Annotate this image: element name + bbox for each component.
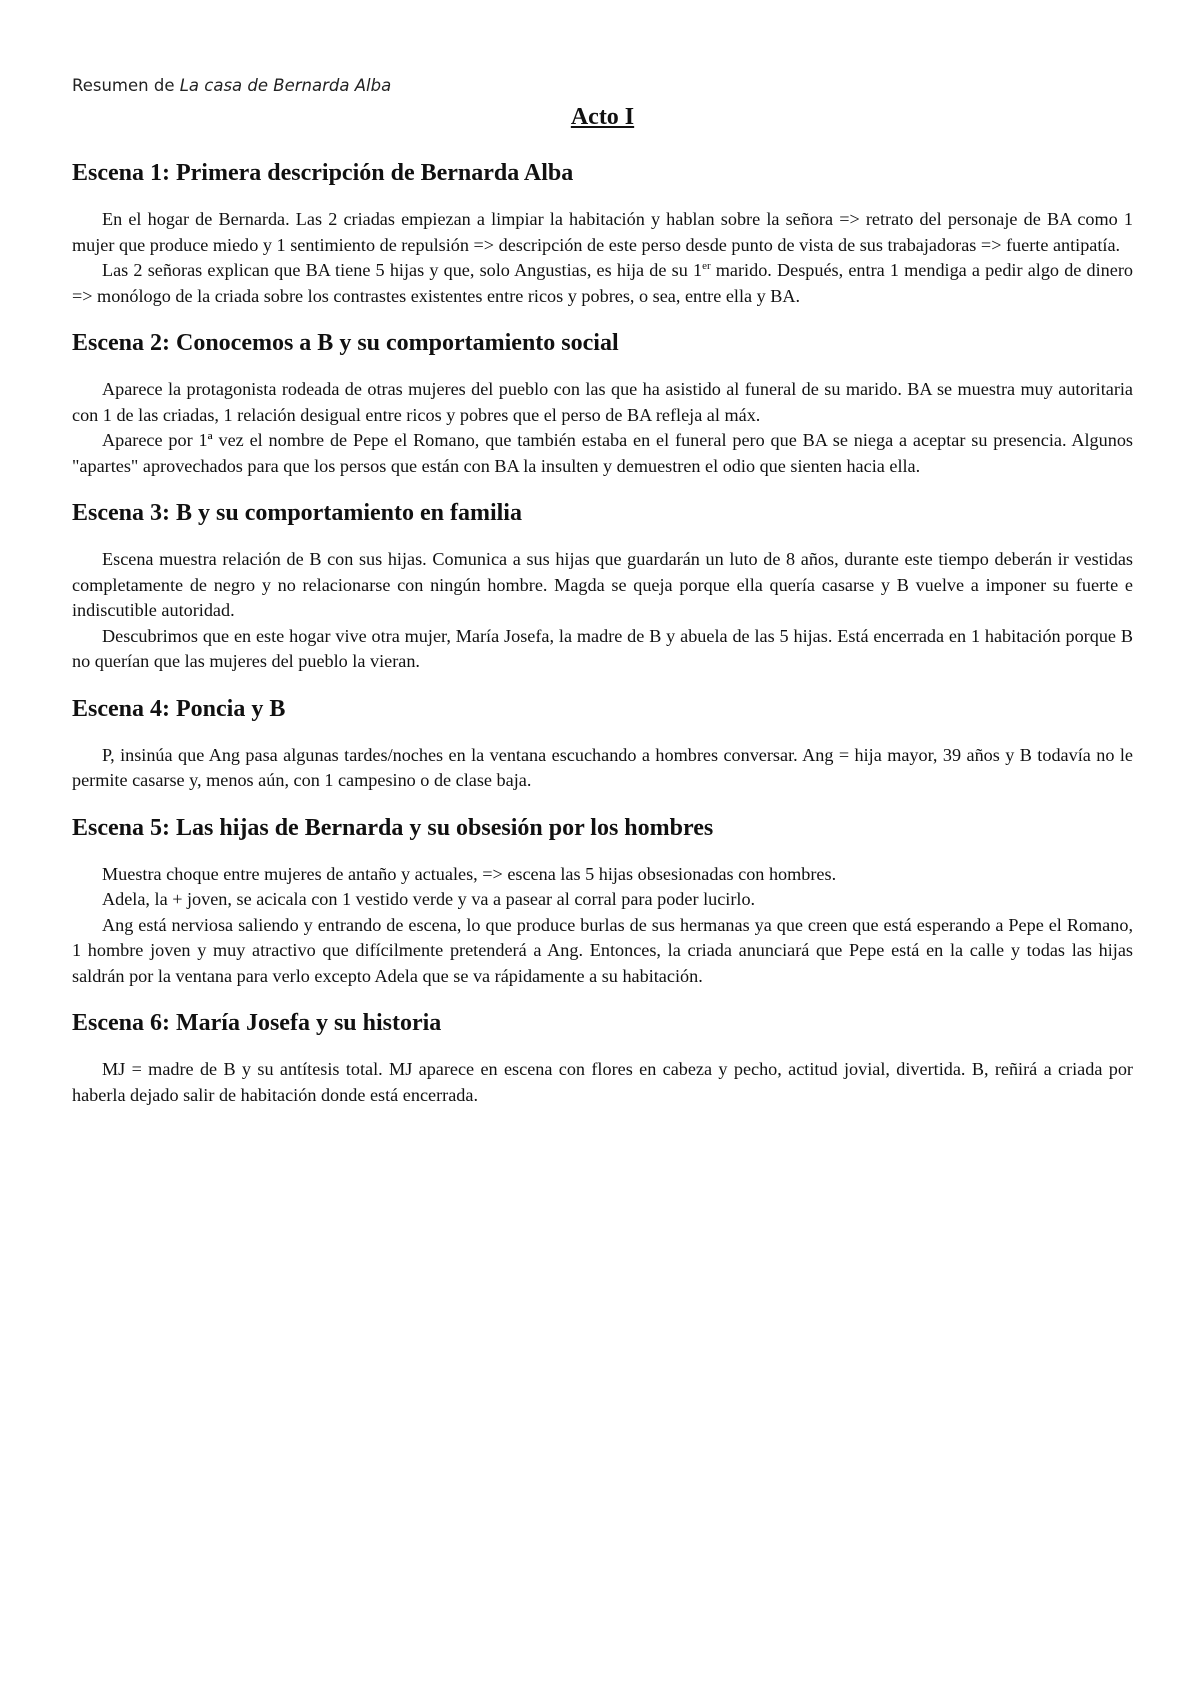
scene-4-paragraph-1: P, insinúa que Ang pasa algunas tardes/noches en la ventana escuchando a hombres conversar. Ang = hija mayor, 39 años y B todavía no le permite casarse y, menos aún, con 1 campesino o de clase baja. bbox=[72, 744, 1133, 790]
scene-1-paragraph-2-end: marido. Después, entra 1 mendiga a pedir algo de dinero => monólogo de la criada sobre los contrastes existentes entre ricos y pobres, o sea, entre ella y BA. bbox=[72, 260, 1133, 306]
scene-6 bbox=[72, 1008, 1133, 1108]
scene-1 bbox=[72, 158, 1133, 309]
scene-5-paragraph-2: Adela, la + joven, se acicala con 1 vestido verde y va a pasear al corral para poder lucirlo. bbox=[102, 889, 756, 909]
scene-2-title: Escena 2: Conocemos a B y su comportamiento social bbox=[72, 330, 619, 356]
running-header bbox=[72, 76, 391, 95]
scene-3 bbox=[72, 498, 1133, 675]
act-title: Acto I bbox=[570, 104, 635, 130]
scene-5-paragraph-1: Muestra choque entre mujeres de antaño y actuales, => escena las 5 hijas obsesionadas con hombres. bbox=[102, 863, 837, 884]
scene-6-title: Escena 6: María Josefa y su historia bbox=[72, 1010, 442, 1036]
scene-5 bbox=[72, 813, 1133, 990]
header-prefix: Resumen de bbox=[72, 76, 180, 95]
scene-1-title: Escena 1: Primera descripción de Bernarda Alba bbox=[72, 160, 574, 186]
ordinal-superscript: er bbox=[702, 259, 711, 272]
scene-1-paragraph-1: En el hogar de Bernarda. Las 2 criadas empiezan a limpiar la habitación y hablan sobre la señora => retrato del personaje de BA como 1 mujer que produce miedo y 1 sentimiento de repulsión => descripción de este perso desde punto de vista de sus trabajadoras => fuerte antipatía. bbox=[72, 209, 1133, 255]
scene-5-paragraph-3: Ang está nerviosa saliendo y entrando de escena, lo que produce burlas de sus hermanas ya que creen que está esperando a Pepe el Romano, 1 hombre joven y muy atractivo que difícilmente pretenderá a Ang. Entonces, la criada anunciará que Pepe está en la calle y todas las hijas saldrán por la ventana para verlo excepto Adela que se va rápidamente a su habitación. bbox=[72, 914, 1133, 986]
scene-4-title: Escena 4: Poncia y B bbox=[72, 695, 286, 722]
scene-5-title: Escena 5: Las hijas de Bernarda y su obsesión por los hombres bbox=[72, 814, 714, 841]
scene-4 bbox=[72, 694, 1133, 794]
scene-3-title: Escena 3: B y su comportamiento en familia bbox=[72, 500, 522, 526]
scene-2-paragraph-1: Aparece la protagonista rodeada de otras mujeres del pueblo con las que ha asistido al funeral de su marido. BA se muestra muy autoritaria con 1 de las criadas, 1 relación desigual entre ricos y pobres que el perso de BA refleja al máx. bbox=[72, 379, 1133, 425]
document-body bbox=[72, 102, 1133, 1127]
scene-3-paragraph-1: Escena muestra relación de B con sus hijas. Comunica a sus hijas que guardarán un luto de 8 años, durante este tiempo deberán ir vestidas completamente de negro y no relacionarse con ningún hombre. Magda se queja porque ella quería casarse y B vuelve a imponer su fuerte e indiscutible autoridad. bbox=[72, 549, 1133, 620]
scene-6-paragraph-1: MJ = madre de B y su antítesis total. MJ aparece en escena con flores en cabeza y pecho, actitud jovial, divertida. B, reñirá a criada por haberla dejado salir de habitación donde está encerrada. bbox=[72, 1059, 1133, 1105]
scene-1-paragraph-2-start: Las 2 señoras explican que BA tiene 5 hijas y que, solo Angustias, es hija de su 1 bbox=[102, 260, 703, 280]
scene-1-paragraph-2 bbox=[72, 258, 1133, 309]
header-work-title: La casa de Bernarda Alba bbox=[179, 76, 392, 95]
scene-2-paragraph-2: Aparece por 1ª vez el nombre de Pepe el Romano, que también estaba en el funeral pero que BA se niega a aceptar su presencia. Algunos "apartes" aprovechados para que los persos que están con BA la insulten y demuestren el odio que sienten hacia ella. bbox=[72, 430, 1133, 476]
scene-2 bbox=[72, 328, 1133, 479]
scene-3-paragraph-2: Descubrimos que en este hogar vive otra mujer, María Josefa, la madre de B y abuela de las 5 hijas. Está encerrada en 1 habitación porque B no querían que las mujeres del pueblo la vieran. bbox=[72, 625, 1133, 671]
